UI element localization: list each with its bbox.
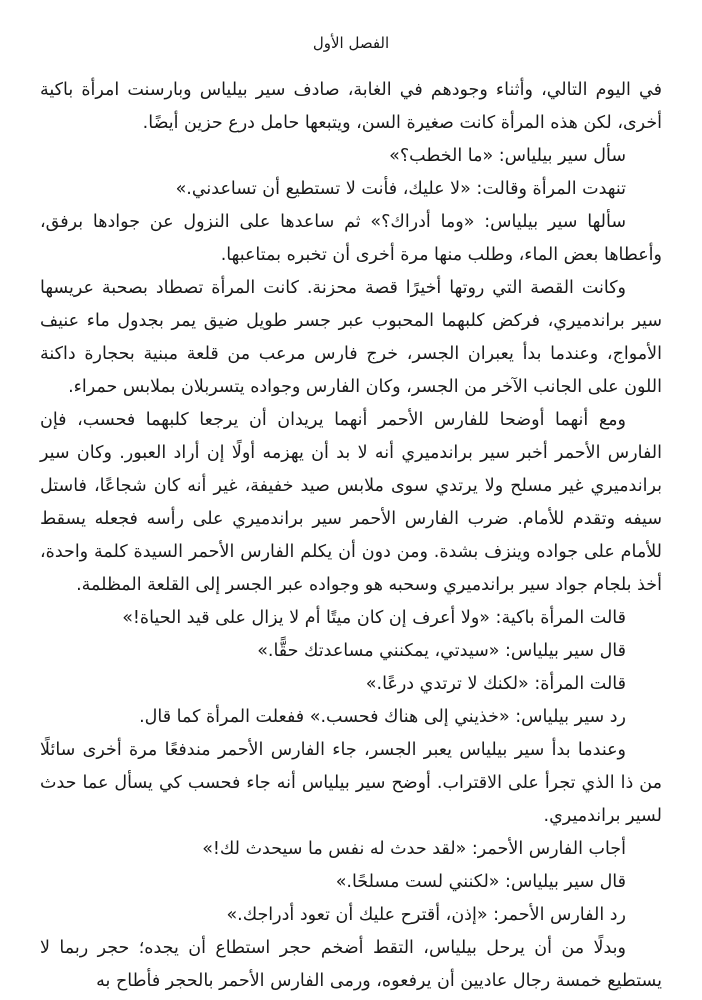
paragraph: رد الفارس الأحمر: «إذن، أقترح عليك أن تعود أدراجك.» (226, 905, 626, 925)
paragraph: قالت المرأة: «لكنك لا ترتدي درعًا.» (365, 674, 626, 694)
body-text (40, 74, 662, 998)
paragraph: وبدلًا من أن يرحل بيلياس، التقط أضخم حجر استطاع أن يجده؛ حجر ربما لا يستطيع خمسة رجال عاديين أن يرفعوه، ورمى الفارس الأحمر بالحجر فأطاح به (40, 938, 662, 991)
paragraph: وكانت القصة التي روتها أخيرًا قصة محزنة. كانت المرأة تصطاد بصحبة عريسها سير براندميري، فركض كلبهما المحبوب عبر جسر طويل ضيق يمر بجدول ماء عنيف الأمواج، وعندما بدأ يعبران الجسر، خرج فارس مرعب من قلعة مبنية بحجارة داكنة اللون على الجانب الآخر من الجسر، وكان الفارس وجواده يتسربلان بملابس حمراء. (40, 278, 662, 397)
paragraph: قالت المرأة باكية: «ولا أعرف إن كان ميتًا أم لا يزال على قيد الحياة!» (122, 608, 626, 628)
paragraph: قال سير بيلياس: «لكنني لست مسلحًا.» (335, 872, 626, 892)
paragraph: أجاب الفارس الأحمر: «لقد حدث له نفس ما سيحدث لك!» (202, 839, 626, 859)
paragraph: سألها سير بيلياس: «وما أدراك؟» ثم ساعدها على النزول عن جوادها برفق، وأعطاها بعض الماء، وطلب منها مرة أخرى أن تخبره بمتاعبها. (40, 212, 662, 265)
paragraph: ومع أنهما أوضحا للفارس الأحمر أنهما يريدان أن يرجعا كلبهما فحسب، فإن الفارس الأحمر أخبر سير براندميري أنه لا بد أن يهزمه أولًا إن أراد العبور. وكان سير براندميري غير مسلح ولا يرتدي سوى ملابس صيد خفيفة، غير أنه كان شجاعًا، فاستل سيفه وتقدم للأمام. ضرب الفارس الأحمر سير براندميري على رأسه فجعله يسقط للأمام على جواده وينزف بشدة. ومن دون أن يكلم الفارس الأحمر السيدة كلمة واحدة، أخذ بلجام جواد سير براندميري وسحبه هو وجواده عبر الجسر إلى القلعة المظلمة. (40, 410, 662, 595)
paragraph: تنهدت المرأة وقالت: «لا عليك، فأنت لا تستطيع أن تساعدني.» (175, 179, 626, 199)
paragraph: سأل سير بيلياس: «ما الخطب؟» (389, 146, 626, 166)
paragraph: رد سير بيلياس: «خذيني إلى هناك فحسب.» ففعلت المرأة كما قال. (139, 707, 626, 727)
chapter-title: الفصل الأول (312, 34, 390, 52)
paragraph: في اليوم التالي، وأثناء وجودهم في الغابة، صادف سير بيلياس وبارسنت امرأة باكية أخرى، لكن هذه المرأة كانت صغيرة السن، ويتبعها حامل درع حزين أيضًا. (40, 80, 662, 133)
paragraph: وعندما بدأ سير بيلياس يعبر الجسر، جاء الفارس الأحمر مندفعًا مرة أخرى سائلًا من ذا الذي تجرأ على الاقتراب. أوضح سير بيلياس أنه جاء فحسب كي يسأل عما حدث لسير براندميري. (40, 740, 662, 826)
paragraph: قال سير بيلياس: «سيدتي، يمكنني مساعدتك حقًّا.» (257, 641, 626, 661)
